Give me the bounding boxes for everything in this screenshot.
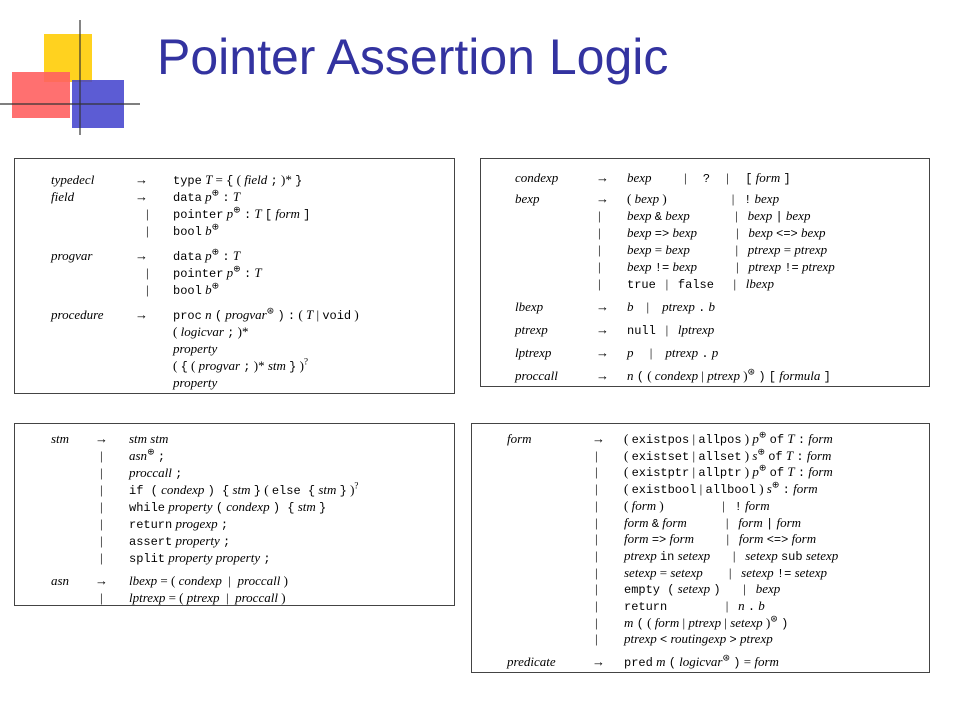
- production-rhs: setexp = setexp | setexp != setexp: [624, 564, 828, 581]
- derives-arrow: →: [95, 573, 108, 588]
- grammar-rule-row: [472, 653, 929, 670]
- nonterminal-label: ptrexp: [515, 322, 548, 337]
- production-rhs: pointer p⊕ : T [ form ]: [173, 204, 311, 222]
- grammar-rule-row: [472, 564, 929, 581]
- derives-arrow: →: [592, 654, 605, 670]
- production-rhs: property: [173, 375, 218, 390]
- grammar-rule-row: [472, 597, 929, 614]
- grammar-rule-row: [15, 188, 454, 205]
- derives-arrow: →: [596, 345, 609, 360]
- alternative-bar: |: [146, 282, 149, 297]
- alternative-bar: |: [100, 516, 103, 531]
- grammar-rule-row: [15, 340, 454, 357]
- grammar-rule-row: [15, 357, 454, 374]
- grammar-rule-row: [15, 323, 454, 340]
- production-rhs: stm stm: [129, 431, 169, 446]
- grammar-rule-row: [472, 530, 929, 547]
- alternative-bar: |: [100, 550, 103, 565]
- nonterminal-label: bexp: [515, 191, 540, 206]
- grammar-rule-row: [481, 367, 929, 384]
- production-rhs: property: [173, 341, 218, 356]
- production-rhs: proccall ;: [129, 465, 183, 481]
- derives-arrow: →: [135, 248, 148, 263]
- grammar-rule-row: [15, 481, 454, 498]
- production-rhs: return | n . b: [624, 598, 765, 614]
- production-rhs: data p⊕ : T: [173, 187, 241, 205]
- production-rhs: ( logicvar ; )*: [173, 324, 249, 340]
- production-rhs: empty ( setexp ) | bexp: [624, 581, 781, 598]
- derives-arrow: →: [596, 191, 609, 206]
- grammar-rule-row: [481, 169, 929, 186]
- grammar-rule-row: [481, 275, 929, 292]
- alternative-bar: |: [595, 598, 598, 613]
- production-rhs: proc n ( progvar⊛ ) : ( T | void ): [173, 305, 359, 323]
- derives-arrow: →: [592, 431, 605, 446]
- nonterminal-label: field: [51, 189, 75, 204]
- derives-arrow: →: [135, 189, 148, 204]
- grammar-rule-row: [15, 374, 454, 391]
- alternative-bar: |: [595, 581, 598, 597]
- nonterminal-label: predicate: [507, 654, 556, 670]
- grammar-rule-row: [15, 447, 454, 464]
- production-rhs: b | ptrexp . b: [627, 299, 716, 315]
- production-rhs: form => form | form <=> form: [624, 531, 817, 548]
- nonterminal-label: typedecl: [51, 172, 95, 187]
- nonterminal-label: procedure: [51, 307, 104, 322]
- nonterminal-label: condexp: [515, 170, 559, 185]
- logo-red-square: [12, 72, 70, 118]
- production-rhs: ( existset | allset ) s⊕ of T : form: [624, 446, 832, 464]
- production-rhs: data p⊕ : T: [173, 246, 241, 264]
- grammar-rule-row: [15, 572, 454, 589]
- grammar-rule-row: [15, 498, 454, 515]
- production-rhs: lbexp = ( condexp | proccall ): [129, 573, 288, 588]
- derives-arrow: →: [596, 299, 609, 314]
- alternative-bar: |: [595, 631, 598, 647]
- alternative-bar: |: [595, 497, 598, 513]
- slide-title: Pointer Assertion Logic: [157, 29, 669, 85]
- alternative-bar: |: [595, 447, 598, 463]
- production-rhs: m ( ( form | ptrexp | setexp )⊛ ): [624, 613, 789, 631]
- grammar-rule-row: [15, 464, 454, 481]
- production-rhs: if ( condexp ) { stm } ( else { stm } )?: [129, 480, 359, 498]
- alternative-bar: |: [100, 448, 103, 463]
- alternative-bar: |: [598, 276, 601, 291]
- production-rhs: return progexp ;: [129, 516, 229, 532]
- production-rhs: ( existptr | allptr ) p⊕ of T : form: [624, 463, 833, 481]
- production-rhs: n ( ( condexp | ptrexp )⊛ ) [ formula ]: [627, 366, 831, 384]
- production-rhs: pred m ( logicvar⊛ ) = form: [624, 652, 779, 671]
- nonterminal-label: lptrexp: [515, 345, 552, 360]
- derives-arrow: →: [135, 172, 148, 187]
- nonterminal-label: lbexp: [515, 299, 544, 314]
- grammar-rule-row: [481, 207, 929, 224]
- grammar-box-declarations: [14, 158, 455, 394]
- alternative-bar: |: [595, 481, 598, 497]
- grammar-rule-row: [481, 298, 929, 315]
- production-rhs: ( { ( progvar ; )* stm } )?: [173, 356, 308, 374]
- grammar-rule-row: [15, 589, 454, 606]
- production-rhs: bool b⊕: [173, 221, 220, 239]
- production-rhs: ( form ) | ! form: [624, 497, 770, 514]
- nonterminal-label: proccall: [515, 368, 558, 383]
- alternative-bar: |: [146, 206, 149, 221]
- grammar-rule-row: [481, 344, 929, 361]
- grammar-rule-row: [481, 224, 929, 241]
- alternative-bar: |: [595, 564, 598, 580]
- grammar-box-expressions: [480, 158, 930, 387]
- alternative-bar: |: [598, 225, 601, 240]
- grammar-rule-row: [472, 497, 929, 514]
- grammar-rule-row: [472, 514, 929, 531]
- alternative-bar: |: [595, 531, 598, 547]
- production-rhs: ( existpos | allpos ) p⊕ of T : form: [624, 429, 833, 447]
- production-rhs: ( existbool | allbool ) s⊕ : form: [624, 479, 818, 498]
- grammar-rule-row: [472, 547, 929, 564]
- alternative-bar: |: [100, 590, 103, 605]
- alternative-bar: |: [100, 499, 103, 514]
- production-rhs: bexp | ? | [ form ]: [627, 170, 791, 186]
- alternative-bar: |: [100, 482, 103, 497]
- production-rhs: bexp != bexp | ptrexp != ptrexp: [627, 259, 835, 275]
- production-rhs: split property property ;: [129, 550, 271, 566]
- nonterminal-label: form: [507, 431, 532, 446]
- alternative-bar: |: [100, 533, 103, 548]
- grammar-rule-row: [481, 190, 929, 207]
- production-rhs: ptrexp < routingexp > ptrexp: [624, 631, 773, 648]
- nonterminal-label: stm: [51, 431, 70, 446]
- production-rhs: assert property ;: [129, 533, 231, 549]
- grammar-rule-row: [481, 258, 929, 275]
- nonterminal-label: asn: [51, 573, 70, 588]
- grammar-rule-row: [15, 281, 454, 298]
- alternative-bar: |: [595, 547, 598, 563]
- production-rhs: p | ptrexp . p: [627, 345, 719, 361]
- grammar-rule-row: [472, 630, 929, 647]
- grammar-box-formulas: [471, 423, 930, 673]
- grammar-rule-row: [481, 321, 929, 338]
- grammar-rule-row: [472, 580, 929, 597]
- production-rhs: null | lptrexp: [627, 322, 715, 338]
- alternative-bar: |: [595, 514, 598, 530]
- grammar-rule-row: [15, 532, 454, 549]
- grammar-rule-row: [15, 264, 454, 281]
- production-rhs: lptrexp = ( ptrexp | proccall ): [129, 590, 286, 605]
- production-rhs: ptrexp in setexp | setexp sub setexp: [624, 547, 839, 564]
- production-rhs: while property ( condexp ) { stm }: [129, 499, 327, 515]
- alternative-bar: |: [598, 242, 601, 257]
- alternative-bar: |: [595, 464, 598, 480]
- alternative-bar: |: [146, 223, 149, 238]
- grammar-box-statements: [14, 423, 455, 606]
- production-rhs: type T = { ( field ; )* }: [173, 172, 303, 188]
- grammar-rule-row: [472, 480, 929, 497]
- production-rhs: bool b⊕: [173, 280, 220, 298]
- grammar-rule-row: [472, 463, 929, 480]
- slide-logo-icon: [0, 0, 140, 140]
- production-rhs: ( bexp ) | ! bexp: [627, 191, 780, 207]
- derives-arrow: →: [596, 322, 609, 337]
- grammar-rule-row: [15, 222, 454, 239]
- production-rhs: true | false | lbexp: [627, 276, 774, 292]
- derives-arrow: →: [596, 368, 609, 383]
- grammar-rule-row: [472, 447, 929, 464]
- grammar-rule-row: [15, 171, 454, 188]
- grammar-rule-row: [481, 241, 929, 258]
- production-rhs: bexp => bexp | bexp <=> bexp: [627, 225, 826, 241]
- alternative-bar: |: [598, 259, 601, 274]
- production-rhs: asn⊕ ;: [129, 446, 166, 464]
- alternative-bar: |: [598, 208, 601, 223]
- derives-arrow: →: [135, 307, 148, 322]
- derives-arrow: →: [95, 431, 108, 446]
- alternative-bar: |: [595, 614, 598, 630]
- production-rhs: form & form | form | form: [624, 514, 802, 531]
- grammar-rule-row: [15, 205, 454, 222]
- grammar-rule-row: [15, 430, 454, 447]
- production-rhs: bexp = bexp | ptrexp = ptrexp: [627, 242, 828, 257]
- grammar-rule-row: [15, 515, 454, 532]
- grammar-rule-row: [15, 247, 454, 264]
- production-rhs: pointer p⊕ : T: [173, 263, 262, 281]
- alternative-bar: |: [146, 265, 149, 280]
- nonterminal-label: progvar: [51, 248, 93, 263]
- derives-arrow: →: [596, 170, 609, 185]
- grammar-rule-row: [15, 306, 454, 323]
- grammar-rule-row: [472, 430, 929, 447]
- grammar-rule-row: [472, 614, 929, 631]
- alternative-bar: |: [100, 465, 103, 480]
- production-rhs: bexp & bexp | bexp | bexp: [627, 208, 811, 224]
- grammar-rule-row: [15, 549, 454, 566]
